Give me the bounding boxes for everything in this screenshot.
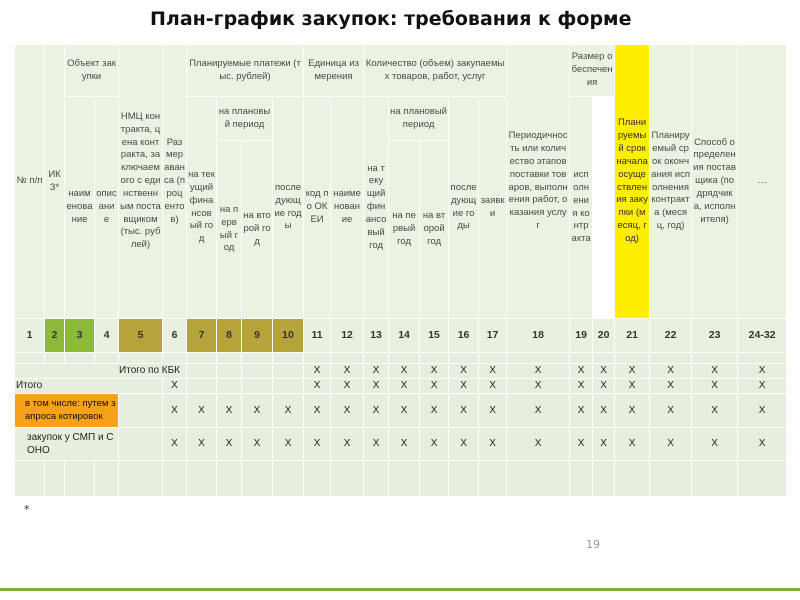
cell-x: Х [615,428,650,461]
cell-x: Х [615,379,650,394]
column-number: 19 [570,319,593,353]
cell-x: Х [449,428,479,461]
column-number: 9 [242,319,273,353]
cell-x: Х [692,379,738,394]
table-row-total [15,379,787,394]
cell-x: Х [304,364,331,379]
cell-x: Х [650,364,692,379]
header-nmc: НМЦ контракта, цена контракта, заключаемого с единственным поставщиком (тыс. рублей) [119,45,163,319]
cell-x: Х [692,428,738,461]
column-number: 16 [449,319,479,353]
cell-x: Х [570,379,593,394]
cell-x: Х [389,428,420,461]
cell-x: Х [650,379,692,394]
cell-x: Х [420,364,449,379]
column-number: 12 [331,319,364,353]
header-planned-start: Планируемый срок начала осуществления закупки (месяц, год) [615,45,650,319]
header-security-application: заявки [479,97,507,319]
cell-x: Х [364,394,389,428]
column-number: 20 [593,319,615,353]
cell-x: Х [364,364,389,379]
header-row-number: № п/п [15,45,45,319]
cell-x: Х [615,394,650,428]
cell-x: Х [738,428,787,461]
cell-x: Х [163,379,187,394]
header-payments-next-years: последующие годы [273,97,304,319]
cell-x: Х [570,394,593,428]
column-number: 18 [507,319,570,353]
cell-x: Х [650,428,692,461]
column-number: 17 [479,319,507,353]
cell-x: Х [570,364,593,379]
header-payments-second-year: на второй год [242,141,273,319]
column-number: 24-32 [738,319,787,353]
header-periodicity: Периодичность или количество этапов поставки товаров, выполнения работ, оказания услуг [507,45,570,319]
header-payments-group: Планируемые платежи (тыс. рублей) [187,45,304,97]
page-number: 19 [586,538,600,551]
column-number: 8 [217,319,242,353]
cell-x: Х [615,364,650,379]
cell-x: Х [420,428,449,461]
empty-row [15,461,787,497]
cell-x: Х [692,394,738,428]
column-number: 22 [650,319,692,353]
column-number: 15 [420,319,449,353]
cell-x: Х [364,428,389,461]
cell-x: Х [449,394,479,428]
cell-x: Х [364,379,389,394]
column-number: 23 [692,319,738,353]
cell-x: Х [593,394,615,428]
column-number: 10 [273,319,304,353]
cell-x: Х [507,394,570,428]
cell-x: Х [187,428,217,461]
bottom-rule [0,588,800,591]
cell-x: Х [242,428,273,461]
cell-x: Х [650,394,692,428]
row-label-total: Итого [15,379,163,394]
header-quantity-first-year: на первый год [389,141,420,319]
cell-x: Х [692,364,738,379]
column-number: 4 [95,319,119,353]
column-number: 6 [163,319,187,353]
header-quantity-group: Количество (объем) закупаемых товаров, работ, услуг [364,45,507,97]
cell-x: Х [479,379,507,394]
cell-x: Х [738,364,787,379]
cell-x: Х [507,364,570,379]
header-payments-first-year: на первый год [217,141,242,319]
cell-x: Х [507,379,570,394]
header-object-name: наименование [65,97,95,319]
cell-x: Х [187,394,217,428]
cell-x: Х [570,428,593,461]
procurement-plan-table [14,44,786,496]
column-number: 7 [187,319,217,353]
column-number-row [15,319,787,353]
cell-x: Х [593,364,615,379]
cell-x: Х [304,394,331,428]
column-number: 11 [304,319,331,353]
cell-x: Х [163,428,187,461]
spacer-row [15,353,787,364]
header-planned-end: Планируемый срок окончания исполнения контракта (месяц, год) [650,45,692,319]
column-number: 14 [389,319,420,353]
footnote-marker: * [24,503,30,516]
header-advance-size: Размер аванса (процентов) [163,45,187,319]
header-okei-code: код по ОКЕИ [304,97,331,319]
header-quantity-second-year: на второй год [420,141,449,319]
column-number: 13 [364,319,389,353]
cell-x: Х [389,394,420,428]
cell-x: Х [479,364,507,379]
cell-x: Х [331,379,364,394]
table-row-kbk-total [15,364,787,379]
header-quantity-current-year: на текущий финансовый год [364,97,389,319]
cell-x: Х [273,394,304,428]
cell-x: Х [242,394,273,428]
cell-x: Х [304,379,331,394]
header-unit-name: наименование [331,97,364,319]
cell-x: Х [449,379,479,394]
cell-x: Х [304,428,331,461]
header-quantity-next-years: последующие годы [449,97,479,319]
cell-x: Х [163,394,187,428]
header-payments-plan-period: на плановый период [217,97,273,141]
column-number: 21 [615,319,650,353]
header-quantity-plan-period: на плановый период [389,97,449,141]
row-label-kbk-total: Итого по КБК [15,364,187,379]
cell-x: Х [593,428,615,461]
cell-x: Х [331,364,364,379]
header-object-group: Объект закупки [65,45,119,97]
cell-x: Х [273,428,304,461]
cell-x: Х [738,379,787,394]
column-number: 2 [45,319,65,353]
cell-x: Х [420,394,449,428]
cell-x: Х [389,379,420,394]
cell-x: Х [507,428,570,461]
header-unit-group: Единица измерения [304,45,364,97]
cell-x: Х [420,379,449,394]
cell-x: Х [449,364,479,379]
column-number: 1 [15,319,45,353]
column-number: 5 [119,319,163,353]
cell-x: Х [389,364,420,379]
cell-x: Х [331,394,364,428]
table-row-quotation [15,394,787,428]
header-security-group: Размер обеспечения [570,45,615,97]
header-more-columns: … [738,45,787,319]
header-supplier-method: Способ определения поставщика (подрядчика, исполнителя) [692,45,738,319]
header-payments-current-year: на текущий финансовый год [187,97,217,319]
row-label-quotation: в том числе: путем запроса котировок [15,394,119,428]
row-label-smp: закупок у СМП и СОНО [15,428,119,461]
cell-x: Х [593,379,615,394]
slide-title: План-график закупок: требования к форме [150,8,632,30]
column-number: 3 [65,319,95,353]
header-object-description: описание [95,97,119,319]
cell-x: Х [217,428,242,461]
cell-x: Х [738,394,787,428]
cell-x: Х [479,428,507,461]
header-security-contract: исполнения контракта [570,97,593,319]
cell-x: Х [331,428,364,461]
cell-x: Х [479,394,507,428]
cell-x: Х [217,394,242,428]
header-ikz: ИКЗ* [45,45,65,319]
table-row-smp [15,428,787,461]
